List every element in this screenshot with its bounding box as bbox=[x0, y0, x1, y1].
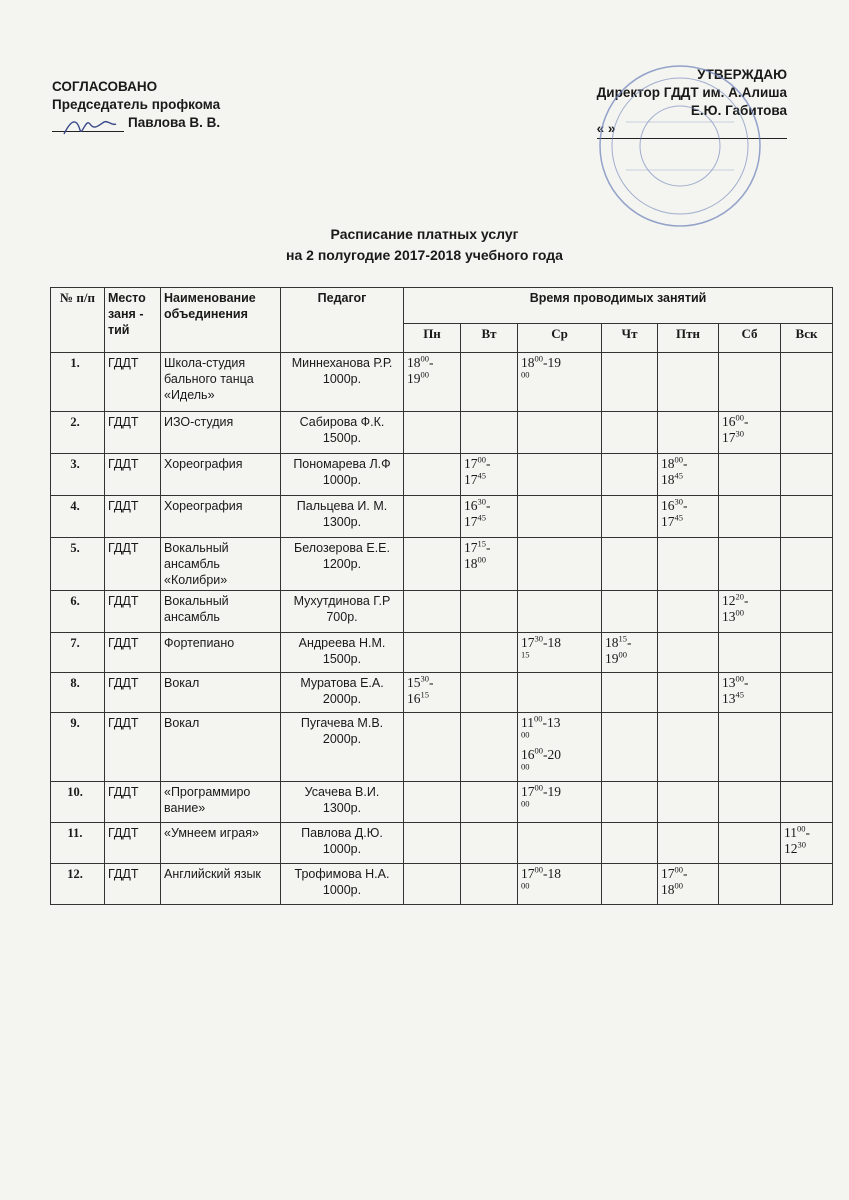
time-line bbox=[407, 371, 457, 387]
time-line bbox=[661, 498, 715, 514]
day-time-cell bbox=[461, 633, 518, 673]
day-time-cell bbox=[518, 353, 602, 412]
header-name: Наименование объединения bbox=[161, 288, 281, 353]
header-place: Место заня - тий bbox=[105, 288, 161, 353]
day-time-cell bbox=[602, 782, 658, 823]
day-time-cell bbox=[781, 713, 833, 782]
time-minutes: 00 bbox=[534, 782, 543, 793]
day-time-cell bbox=[719, 496, 781, 538]
time-minutes: 30 bbox=[797, 839, 806, 850]
day-time-cell bbox=[461, 496, 518, 538]
time-line bbox=[464, 556, 514, 572]
time-line bbox=[784, 825, 829, 841]
time-suffix: - bbox=[486, 498, 491, 513]
time-minutes: 00 bbox=[674, 880, 683, 891]
time-hour: 11 bbox=[784, 825, 797, 840]
day-time-cell bbox=[404, 713, 461, 782]
union-chair-name: Павлова В. В. bbox=[128, 115, 221, 130]
header-day: Пн bbox=[404, 324, 461, 353]
time-suffix: - bbox=[805, 825, 810, 840]
row-teacher: Миннеханова Р.Р. 1000р. bbox=[281, 353, 404, 412]
director-label: Директор ГДДТ им. А.Алиша bbox=[596, 85, 787, 100]
row-place: ГДДТ bbox=[105, 538, 161, 591]
time-minutes: 00 bbox=[735, 412, 744, 423]
day-time-cell bbox=[461, 782, 518, 823]
time-line bbox=[464, 456, 514, 472]
time-hour: 17 bbox=[464, 472, 478, 487]
day-time-cell bbox=[658, 864, 719, 905]
header-time-group: Время проводимых занятий bbox=[404, 288, 833, 324]
time-line bbox=[661, 472, 715, 488]
row-number: 2. bbox=[51, 412, 105, 454]
row-place: ГДДТ bbox=[105, 673, 161, 713]
time-suffix: - bbox=[429, 355, 434, 370]
time-line bbox=[661, 514, 715, 530]
day-time-cell bbox=[461, 864, 518, 905]
day-time-cell bbox=[658, 412, 719, 454]
day-time-cell bbox=[518, 864, 602, 905]
title-line-1: Расписание платных услуг bbox=[330, 226, 519, 242]
time-line bbox=[464, 498, 514, 514]
row-number: 8. bbox=[51, 673, 105, 713]
day-time-cell bbox=[602, 864, 658, 905]
day-time-cell bbox=[602, 538, 658, 591]
time-line bbox=[521, 763, 598, 779]
table-row bbox=[51, 823, 833, 864]
handwritten-signature-image bbox=[60, 112, 120, 142]
row-place: ГДДТ bbox=[105, 633, 161, 673]
row-place: ГДДТ bbox=[105, 782, 161, 823]
time-minutes: 00 bbox=[420, 369, 429, 380]
time-line bbox=[722, 593, 777, 609]
day-time-cell bbox=[602, 412, 658, 454]
header-day: Вт bbox=[461, 324, 518, 353]
time-suffix: - bbox=[683, 456, 688, 471]
day-time-cell bbox=[404, 538, 461, 591]
day-time-cell bbox=[461, 591, 518, 633]
day-time-cell bbox=[781, 782, 833, 823]
day-time-cell bbox=[658, 496, 719, 538]
time-suffix: - bbox=[744, 593, 749, 608]
row-number: 4. bbox=[51, 496, 105, 538]
time-minutes: 00 bbox=[534, 353, 543, 364]
time-minutes: 00 bbox=[521, 761, 530, 772]
row-place: ГДДТ bbox=[105, 864, 161, 905]
row-number: 1. bbox=[51, 353, 105, 412]
row-number: 3. bbox=[51, 454, 105, 496]
row-place: ГДДТ bbox=[105, 412, 161, 454]
day-time-cell bbox=[658, 353, 719, 412]
row-number: 9. bbox=[51, 713, 105, 782]
time-hour: 17 bbox=[464, 514, 478, 529]
day-time-cell bbox=[719, 823, 781, 864]
time-minutes: 30 bbox=[735, 428, 744, 439]
time-line bbox=[661, 882, 715, 898]
row-name: Английский язык bbox=[161, 864, 281, 905]
day-time-cell bbox=[461, 454, 518, 496]
time-hour: 12 bbox=[784, 841, 798, 856]
day-time-cell bbox=[781, 864, 833, 905]
table-row bbox=[51, 496, 833, 538]
day-time-cell bbox=[719, 538, 781, 591]
row-name: «Умнеем играя» bbox=[161, 823, 281, 864]
union-chair-label: Председатель профкома bbox=[52, 97, 221, 112]
time-hour: 13 bbox=[722, 675, 736, 690]
table-row bbox=[51, 454, 833, 496]
row-number: 11. bbox=[51, 823, 105, 864]
day-time-cell bbox=[404, 633, 461, 673]
time-line bbox=[407, 355, 457, 371]
time-line bbox=[661, 456, 715, 472]
header-day: Чт bbox=[602, 324, 658, 353]
time-minutes: 15 bbox=[420, 689, 429, 700]
header-day: Сб bbox=[719, 324, 781, 353]
day-time-cell bbox=[518, 538, 602, 591]
time-line bbox=[407, 675, 457, 691]
table-row bbox=[51, 633, 833, 673]
time-minutes: 00 bbox=[735, 673, 744, 684]
day-time-cell bbox=[781, 353, 833, 412]
row-teacher: Пальцева И. М. 1300р. bbox=[281, 496, 404, 538]
row-teacher: Сабирова Ф.К. 1500р. bbox=[281, 412, 404, 454]
time-hour: 16 bbox=[661, 498, 675, 513]
time-suffix: - bbox=[486, 540, 491, 555]
day-time-cell bbox=[781, 591, 833, 633]
time-minutes: 30 bbox=[477, 496, 486, 507]
row-number: 12. bbox=[51, 864, 105, 905]
row-name: Вокал bbox=[161, 713, 281, 782]
day-time-cell bbox=[658, 673, 719, 713]
document-title bbox=[0, 224, 849, 266]
day-time-cell bbox=[518, 713, 602, 782]
time-suffix: - bbox=[744, 414, 749, 429]
day-time-cell bbox=[602, 496, 658, 538]
row-name: Школа-студия бального танца «Идель» bbox=[161, 353, 281, 412]
day-time-cell bbox=[719, 713, 781, 782]
time-line bbox=[464, 472, 514, 488]
time-suffix: - bbox=[683, 866, 688, 881]
table-row bbox=[51, 591, 833, 633]
table-body bbox=[51, 353, 833, 905]
day-time-cell bbox=[781, 538, 833, 591]
row-number: 10. bbox=[51, 782, 105, 823]
time-line bbox=[521, 635, 598, 651]
day-time-cell bbox=[658, 633, 719, 673]
table-row bbox=[51, 782, 833, 823]
day-time-cell bbox=[461, 412, 518, 454]
time-line bbox=[521, 747, 598, 763]
time-minutes: 45 bbox=[674, 470, 683, 481]
time-minutes: 45 bbox=[477, 470, 486, 481]
time-hour: 17 bbox=[521, 784, 535, 799]
day-time-cell bbox=[781, 823, 833, 864]
day-time-cell bbox=[602, 591, 658, 633]
time-minutes: 00 bbox=[521, 369, 530, 380]
time-line bbox=[464, 540, 514, 556]
time-minutes: 45 bbox=[674, 512, 683, 523]
day-time-cell bbox=[719, 782, 781, 823]
header-day: Птн bbox=[658, 324, 719, 353]
day-time-cell bbox=[404, 496, 461, 538]
day-time-cell bbox=[719, 633, 781, 673]
row-name: Вокальный ансамбль bbox=[161, 591, 281, 633]
day-time-cell bbox=[461, 353, 518, 412]
time-line bbox=[521, 800, 598, 816]
day-time-cell bbox=[404, 353, 461, 412]
time-suffix: - bbox=[429, 675, 434, 690]
day-time-cell bbox=[658, 591, 719, 633]
day-time-cell bbox=[719, 412, 781, 454]
time-hour: 18 bbox=[521, 355, 535, 370]
day-time-cell bbox=[719, 673, 781, 713]
day-time-cell bbox=[602, 454, 658, 496]
time-hour: 19 bbox=[605, 651, 619, 666]
day-time-cell bbox=[602, 713, 658, 782]
time-line bbox=[521, 355, 598, 371]
day-time-cell bbox=[518, 823, 602, 864]
day-time-cell bbox=[404, 673, 461, 713]
row-name: Хореография bbox=[161, 496, 281, 538]
row-place: ГДДТ bbox=[105, 591, 161, 633]
row-teacher: Муратова Е.А. 2000р. bbox=[281, 673, 404, 713]
row-name: Фортепиано bbox=[161, 633, 281, 673]
time-minutes: 15 bbox=[521, 649, 530, 660]
row-number: 6. bbox=[51, 591, 105, 633]
day-time-cell bbox=[518, 591, 602, 633]
row-teacher: Усачева В.И. 1300р. bbox=[281, 782, 404, 823]
row-name: ИЗО-студия bbox=[161, 412, 281, 454]
day-time-cell bbox=[781, 496, 833, 538]
day-time-cell bbox=[404, 454, 461, 496]
table-row bbox=[51, 673, 833, 713]
day-time-cell bbox=[518, 454, 602, 496]
row-name: Вокал bbox=[161, 673, 281, 713]
time-suffix: - bbox=[627, 635, 632, 650]
day-time-cell bbox=[719, 353, 781, 412]
time-minutes: 00 bbox=[534, 864, 543, 875]
time-line bbox=[521, 371, 598, 387]
row-name: Вокальный ансамбль «Колибри» bbox=[161, 538, 281, 591]
row-name: «Программиро вание» bbox=[161, 782, 281, 823]
day-time-cell bbox=[658, 782, 719, 823]
day-time-cell bbox=[518, 782, 602, 823]
time-line bbox=[661, 866, 715, 882]
row-place: ГДДТ bbox=[105, 353, 161, 412]
time-line bbox=[722, 609, 777, 625]
time-line bbox=[521, 784, 598, 800]
table-row bbox=[51, 538, 833, 591]
date-line: « » bbox=[597, 120, 787, 139]
time-hour: 17 bbox=[521, 635, 535, 650]
row-number: 5. bbox=[51, 538, 105, 591]
time-suffix: -18 bbox=[543, 866, 561, 881]
row-teacher: Павлова Д.Ю. 1000р. bbox=[281, 823, 404, 864]
row-teacher: Трофимова Н.А. 1000р. bbox=[281, 864, 404, 905]
time-hour: 11 bbox=[521, 715, 534, 730]
time-minutes: 00 bbox=[735, 607, 744, 618]
day-time-cell bbox=[404, 864, 461, 905]
time-minutes: 30 bbox=[420, 673, 429, 684]
time-hour: 15 bbox=[407, 675, 421, 690]
time-minutes: 30 bbox=[674, 496, 683, 507]
time-suffix: -20 bbox=[543, 747, 561, 762]
day-time-cell bbox=[658, 538, 719, 591]
header-teacher: Педагог bbox=[281, 288, 404, 353]
time-minutes: 30 bbox=[534, 633, 543, 644]
time-hour: 17 bbox=[464, 456, 478, 471]
time-hour: 17 bbox=[521, 866, 535, 881]
row-teacher: Пономарева Л.Ф 1000р. bbox=[281, 454, 404, 496]
header-day: Ср bbox=[518, 324, 602, 353]
time-line bbox=[521, 651, 598, 667]
table-row bbox=[51, 713, 833, 782]
time-hour: 12 bbox=[722, 593, 736, 608]
day-time-cell bbox=[602, 353, 658, 412]
row-place: ГДДТ bbox=[105, 713, 161, 782]
time-hour: 17 bbox=[661, 514, 675, 529]
day-time-cell bbox=[461, 713, 518, 782]
day-time-cell bbox=[781, 673, 833, 713]
time-line bbox=[784, 841, 829, 857]
row-teacher: Андреева Н.М. 1500р. bbox=[281, 633, 404, 673]
time-suffix: - bbox=[683, 498, 688, 513]
time-hour: 13 bbox=[722, 691, 736, 706]
time-minutes: 00 bbox=[674, 864, 683, 875]
header-day: Вск bbox=[781, 324, 833, 353]
table-header bbox=[51, 288, 833, 353]
time-line bbox=[722, 691, 777, 707]
time-minutes: 15 bbox=[618, 633, 627, 644]
day-time-cell bbox=[461, 823, 518, 864]
time-suffix: -13 bbox=[542, 715, 561, 730]
time-minutes: 00 bbox=[477, 554, 486, 565]
time-minutes: 15 bbox=[477, 538, 486, 549]
time-hour: 13 bbox=[722, 609, 736, 624]
agreed-label: СОГЛАСОВАНО bbox=[52, 79, 158, 94]
time-suffix: - bbox=[486, 456, 491, 471]
time-line bbox=[521, 866, 598, 882]
time-hour: 17 bbox=[722, 430, 736, 445]
day-time-cell bbox=[781, 454, 833, 496]
day-time-cell bbox=[602, 633, 658, 673]
time-minutes: 00 bbox=[477, 454, 486, 465]
time-line bbox=[722, 675, 777, 691]
table-row bbox=[51, 412, 833, 454]
time-hour: 18 bbox=[605, 635, 619, 650]
time-hour: 19 bbox=[407, 371, 421, 386]
time-suffix: -19 bbox=[543, 355, 561, 370]
time-minutes: 00 bbox=[534, 713, 543, 724]
time-line bbox=[521, 715, 598, 731]
row-place: ГДДТ bbox=[105, 823, 161, 864]
time-hour: 16 bbox=[722, 414, 736, 429]
time-hour: 18 bbox=[407, 355, 421, 370]
time-minutes: 00 bbox=[521, 729, 530, 740]
time-line bbox=[521, 882, 598, 898]
row-teacher: Белозерова Е.Е. 1200р. bbox=[281, 538, 404, 591]
director-name: Е.Ю. Габитова bbox=[690, 103, 787, 118]
time-hour: 16 bbox=[407, 691, 421, 706]
time-suffix: -18 bbox=[543, 635, 561, 650]
time-minutes: 00 bbox=[534, 745, 543, 756]
time-minutes: 00 bbox=[674, 454, 683, 465]
day-time-cell bbox=[461, 673, 518, 713]
time-minutes: 00 bbox=[797, 823, 806, 834]
row-teacher: Пугачева М.В. 2000р. bbox=[281, 713, 404, 782]
day-time-cell bbox=[602, 673, 658, 713]
day-time-cell bbox=[658, 454, 719, 496]
day-time-cell bbox=[404, 412, 461, 454]
day-time-cell bbox=[404, 782, 461, 823]
day-time-cell bbox=[404, 591, 461, 633]
time-hour: 17 bbox=[464, 540, 478, 555]
time-line bbox=[464, 514, 514, 530]
day-time-cell bbox=[404, 823, 461, 864]
time-suffix: -19 bbox=[543, 784, 561, 799]
time-minutes: 45 bbox=[477, 512, 486, 523]
time-suffix: - bbox=[744, 675, 749, 690]
time-minutes: 00 bbox=[521, 798, 530, 809]
time-minutes: 20 bbox=[735, 591, 744, 602]
time-line bbox=[605, 651, 654, 667]
title-line-2: на 2 полугодие 2017-2018 учебного года bbox=[286, 247, 563, 263]
time-minutes: 00 bbox=[420, 353, 429, 364]
round-stamp-image bbox=[596, 62, 764, 230]
day-time-cell bbox=[658, 713, 719, 782]
day-time-cell bbox=[719, 454, 781, 496]
day-time-cell bbox=[658, 823, 719, 864]
day-time-cell bbox=[719, 591, 781, 633]
day-time-cell bbox=[518, 673, 602, 713]
row-number: 7. bbox=[51, 633, 105, 673]
table-row bbox=[51, 864, 833, 905]
time-hour: 18 bbox=[661, 472, 675, 487]
day-time-cell bbox=[518, 633, 602, 673]
time-hour: 18 bbox=[661, 456, 675, 471]
time-line bbox=[605, 635, 654, 651]
day-time-cell bbox=[518, 412, 602, 454]
time-minutes: 45 bbox=[735, 689, 744, 700]
day-time-cell bbox=[518, 496, 602, 538]
time-line bbox=[722, 414, 777, 430]
time-minutes: 00 bbox=[521, 880, 530, 891]
time-hour: 18 bbox=[464, 556, 478, 571]
time-hour: 16 bbox=[464, 498, 478, 513]
time-line bbox=[521, 731, 598, 747]
row-name: Хореография bbox=[161, 454, 281, 496]
day-time-cell bbox=[461, 538, 518, 591]
time-hour: 16 bbox=[521, 747, 535, 762]
approve-label: УТВЕРЖДАЮ bbox=[697, 67, 787, 82]
row-place: ГДДТ bbox=[105, 496, 161, 538]
day-time-cell bbox=[719, 864, 781, 905]
row-place: ГДДТ bbox=[105, 454, 161, 496]
time-hour: 17 bbox=[661, 866, 675, 881]
time-minutes: 00 bbox=[618, 649, 627, 660]
time-line bbox=[722, 430, 777, 446]
table-row bbox=[51, 353, 833, 412]
row-teacher: Мухутдинова Г.Р 700р. bbox=[281, 591, 404, 633]
day-time-cell bbox=[781, 633, 833, 673]
time-hour: 18 bbox=[661, 882, 675, 897]
day-time-cell bbox=[781, 412, 833, 454]
header-num: № п/п bbox=[51, 288, 105, 353]
time-line bbox=[407, 691, 457, 707]
schedule-table bbox=[50, 287, 833, 905]
day-time-cell bbox=[602, 823, 658, 864]
